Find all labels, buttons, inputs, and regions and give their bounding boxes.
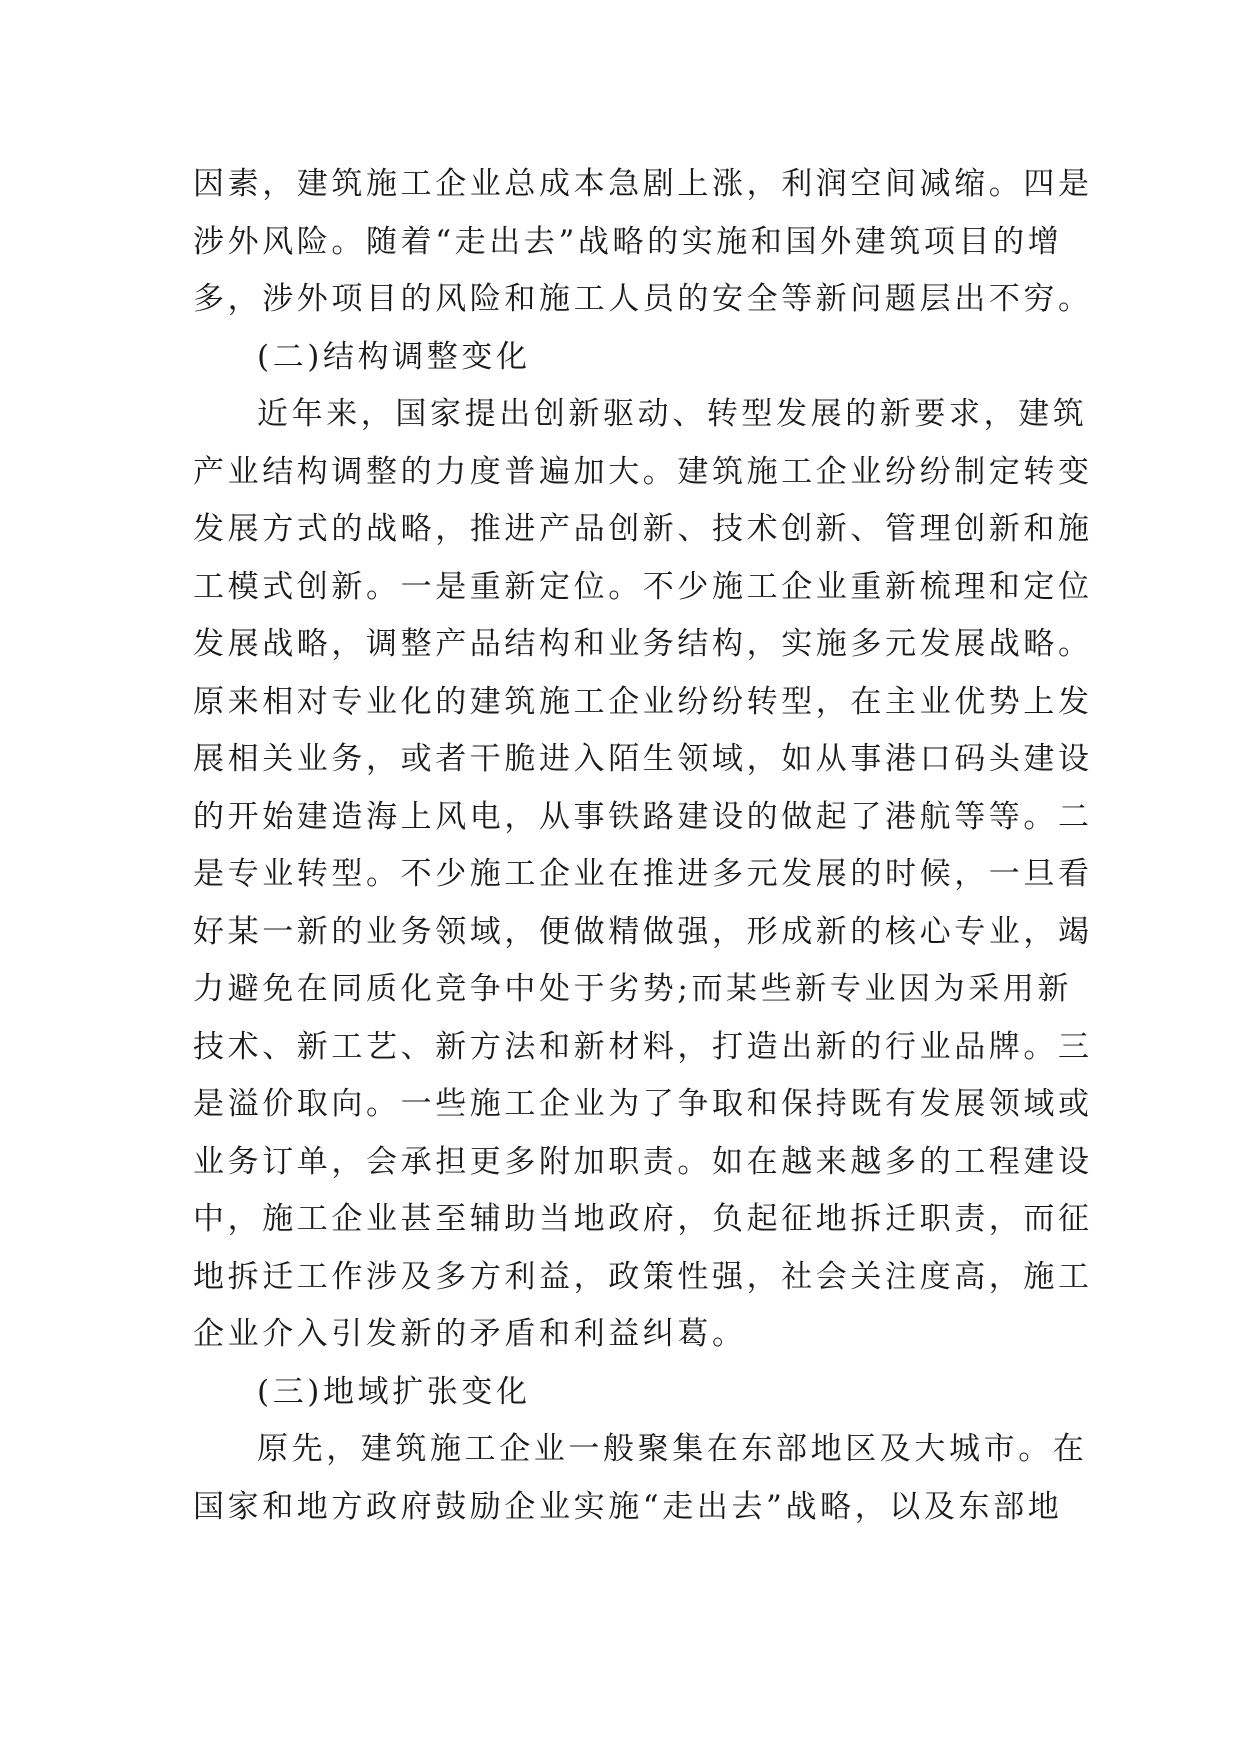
text-line: 技术、新工艺、新方法和新材料，打造出新的行业品牌。三 [193, 1028, 1093, 1065]
text-line: 业务订单，会承担更多附加职责。如在越来越多的工程建设 [193, 1143, 1093, 1180]
text-line: 因素，建筑施工企业总成本急剧上涨，利润空间减缩。四是 [193, 166, 1093, 202]
text-line: 多，涉外项目的风险和施工人员的安全等新问题层出不穷。 [193, 281, 1093, 317]
text-line: 近年来，国家提出创新驱动、转型发展的新要求，建筑 [257, 396, 1088, 432]
text-line: 地拆迁工作涉及多方利益，政策性强，社会关注度高，施工 [193, 1258, 1093, 1295]
section-heading: (三)地域扩张变化 [257, 1373, 531, 1410]
text-line: 原先，建筑施工企业一般聚集在东部地区及大城市。在 [257, 1431, 1088, 1467]
text-line: 好某一新的业务领域，便做精做强，形成新的核心专业，竭 [193, 913, 1093, 950]
text-line: 发展方式的战略，推进产品创新、技术创新、管理创新和施 [193, 511, 1093, 547]
text-line: 国家和地方政府鼓励企业实施“走出去”战略，以及东部地 [193, 1488, 1063, 1525]
text-line: 的开始建造海上风电，从事铁路建设的做起了港航等等。二 [193, 798, 1093, 835]
text-line: 力避免在同质化竞争中处于劣势;而某些新专业因为采用新 [193, 971, 1073, 1007]
body-text [193, 156, 1093, 1536]
text-line: 企业介入引发新的矛盾和利益纠葛。 [193, 1316, 747, 1352]
text-line: 是专业转型。不少施工企业在推进多元发展的时候，一旦看 [193, 856, 1093, 892]
text-line: 产业结构调整的力度普遍加大。建筑施工企业纷纷制定转变 [193, 453, 1093, 490]
text-line: 工模式创新。一是重新定位。不少施工企业重新梳理和定位 [193, 568, 1093, 605]
text-line: 中，施工企业甚至辅助当地政府，负起征地拆迁职责，而征 [193, 1201, 1093, 1237]
text-line: 展相关业务，或者干脆进入陌生领域，如从事港口码头建设 [193, 741, 1093, 777]
text-line: 原来相对专业化的建筑施工企业纷纷转型，在主业优势上发 [193, 683, 1093, 720]
text-line: 发展战略，调整产品结构和业务结构，实施多元发展战略。 [193, 626, 1093, 662]
text-line: 涉外风险。随着“走出去”战略的实施和国外建筑项目的增 [193, 223, 1063, 260]
section-heading: (二)结构调整变化 [257, 338, 531, 375]
text-line: 是溢价取向。一些施工企业为了争取和保持既有发展领域或 [193, 1086, 1093, 1122]
